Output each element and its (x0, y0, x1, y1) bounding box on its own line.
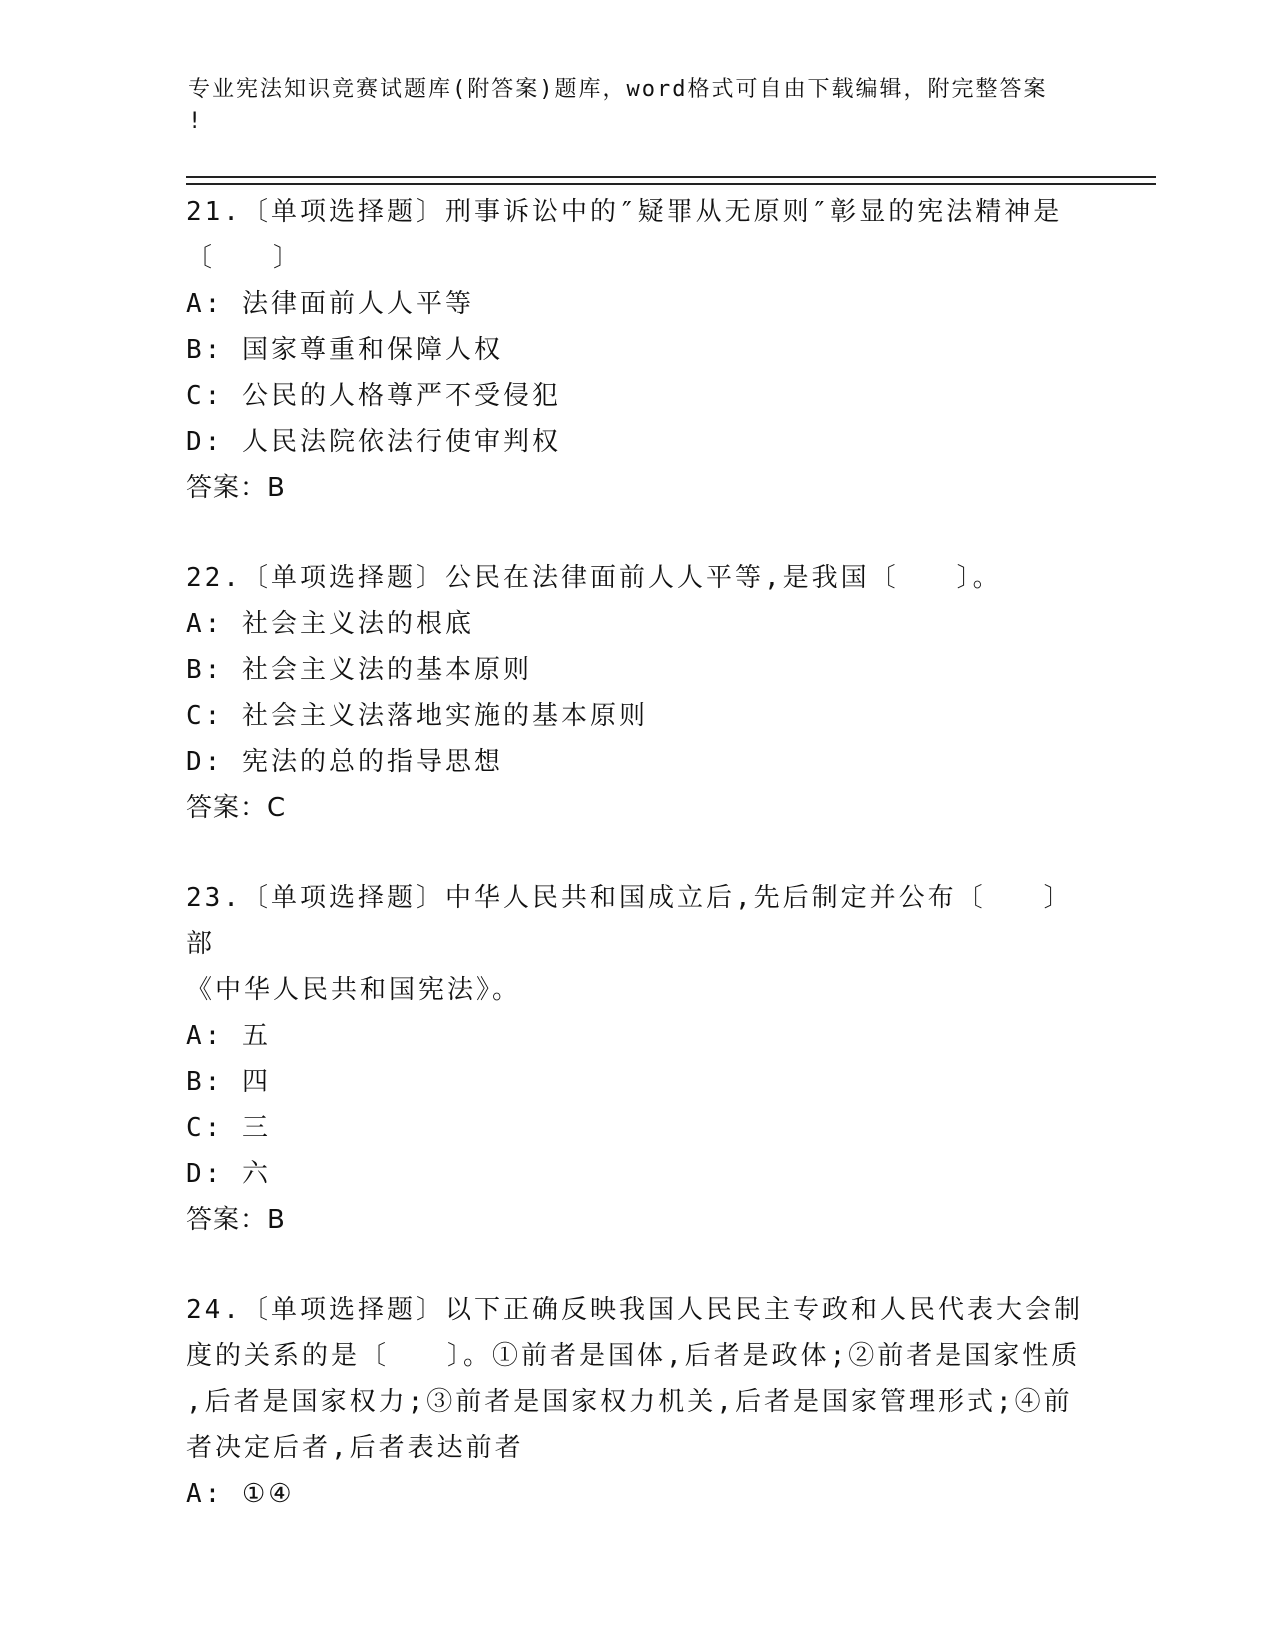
question-stem-line: 21.〔单项选择题〕刑事诉讼中的″疑罪从无原则″彰显的宪法精神是 (186, 197, 1063, 227)
question-stem-line: 者决定后者,后者表达前者 (186, 1433, 524, 1463)
option-d: D: 六 (186, 1159, 271, 1189)
header-line-2: ! (188, 109, 204, 134)
question-stem-line: 〔 〕 (186, 243, 303, 273)
option-d: D: 宪法的总的指导思想 (186, 747, 503, 777)
question-23 (186, 875, 1086, 1243)
option-a: A: 法律面前人人平等 (186, 289, 474, 319)
question-stem-line: 22.〔单项选择题〕公民在法律面前人人平等,是我国〔 〕。 (186, 563, 1002, 593)
document-header (188, 74, 1068, 138)
question-stem-line: 23.〔单项选择题〕中华人民共和国成立后,先后制定并公布〔 〕部 (186, 883, 1073, 959)
option-a: A: ①④ (186, 1479, 295, 1509)
option-b: B: 四 (186, 1067, 271, 1097)
answer-text: 答案：C (186, 793, 287, 823)
question-stem-line: 《中华人民共和国宪法》。 (186, 975, 522, 1005)
option-b: B: 国家尊重和保障人权 (186, 335, 503, 365)
option-c: C: 三 (186, 1113, 271, 1143)
header-divider-top (186, 176, 1156, 178)
question-21 (186, 189, 1086, 511)
option-a: A: 五 (186, 1021, 271, 1051)
header-line-1: 专业宪法知识竞赛试题库(附答案)题库，word格式可自由下载编辑，附完整答案 (188, 77, 1048, 102)
question-24 (186, 1287, 1086, 1517)
question-stem-line: 度的关系的是〔 〕。①前者是国体,后者是政体;②前者是国家性质 (186, 1341, 1081, 1371)
option-c: C: 社会主义法落地实施的基本原则 (186, 701, 648, 731)
question-22 (186, 555, 1086, 831)
option-c: C: 公民的人格尊严不受侵犯 (186, 381, 561, 411)
option-a: A: 社会主义法的根底 (186, 609, 474, 639)
answer-text: 答案：B (186, 1205, 286, 1235)
question-list (186, 189, 1086, 1561)
header-divider-bottom (186, 183, 1156, 185)
option-d: D: 人民法院依法行使审判权 (186, 427, 561, 457)
answer-text: 答案：B (186, 473, 286, 503)
option-b: B: 社会主义法的基本原则 (186, 655, 532, 685)
question-stem-line: 24.〔单项选择题〕以下正确反映我国人民民主专政和人民代表大会制 (186, 1295, 1083, 1325)
question-stem-line: ,后者是国家权力;③前者是国家权力机关,后者是国家管理形式;④前 (186, 1387, 1073, 1417)
